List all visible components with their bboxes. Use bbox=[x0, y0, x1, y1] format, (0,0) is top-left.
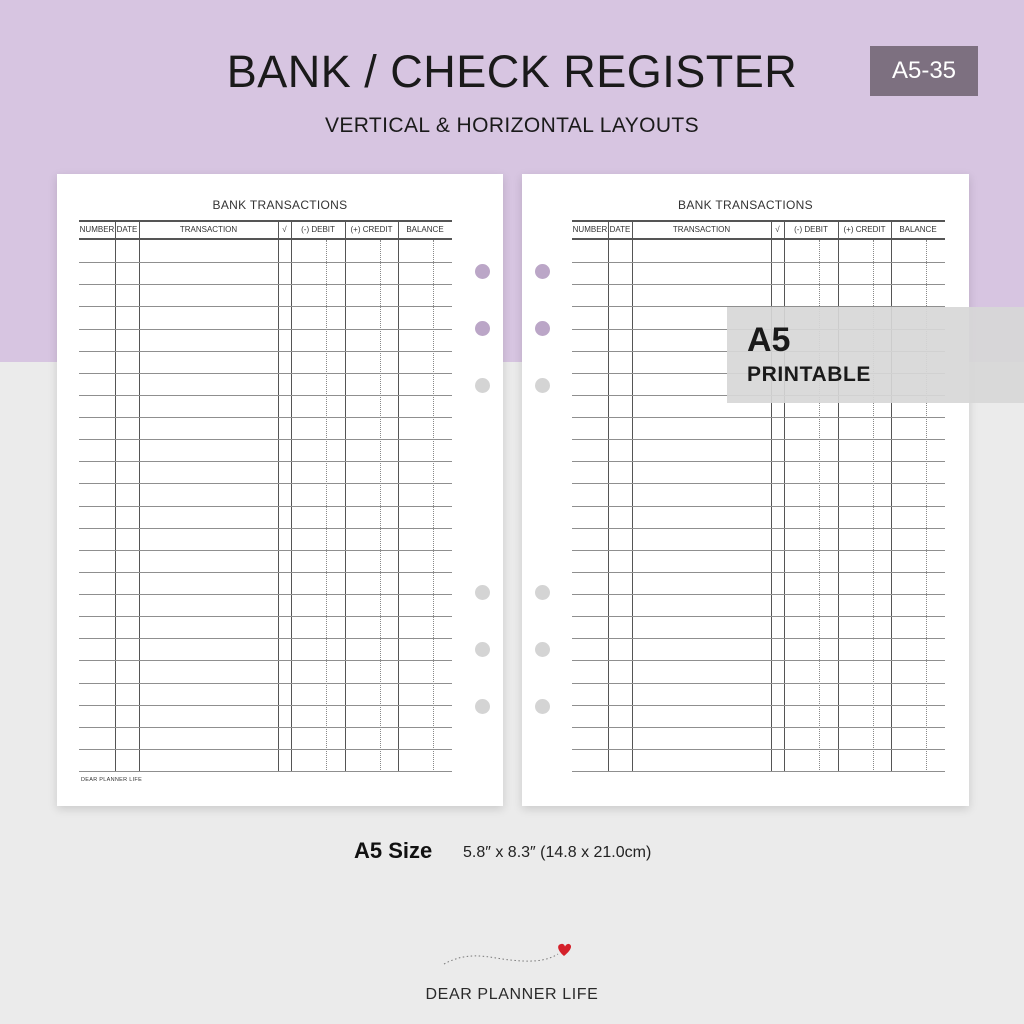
printable-size: A5 bbox=[747, 321, 791, 359]
register-table bbox=[572, 220, 945, 772]
table-row-rule bbox=[79, 749, 452, 750]
table-top-rule bbox=[572, 220, 945, 222]
product-code-badge: A5-35 bbox=[870, 46, 978, 96]
table-row-rule bbox=[572, 506, 945, 507]
column-divider bbox=[115, 220, 116, 772]
table-header-rule bbox=[79, 238, 452, 240]
table-row-rule bbox=[572, 727, 945, 728]
sheet-footer-brand: DEAR PLANNER LIFE bbox=[81, 777, 143, 783]
table-row-rule bbox=[572, 572, 945, 573]
column-divider bbox=[278, 220, 279, 772]
table-row-rule bbox=[79, 528, 452, 529]
binder-hole bbox=[475, 264, 490, 279]
column-divider bbox=[608, 220, 609, 772]
binder-hole bbox=[535, 264, 550, 279]
table-row-rule bbox=[572, 660, 945, 661]
planner-sheet-left bbox=[57, 174, 503, 806]
table-row-rule bbox=[572, 262, 945, 263]
cents-divider bbox=[380, 240, 381, 770]
sheet-heading: BANK TRANSACTIONS bbox=[678, 198, 813, 212]
binder-hole bbox=[475, 378, 490, 393]
table-bottom-rule bbox=[572, 771, 945, 772]
column-header-credit: (+) CREDIT bbox=[843, 225, 886, 234]
brand-name: DEAR PLANNER LIFE bbox=[425, 986, 599, 1003]
binder-hole bbox=[475, 321, 490, 336]
sheet-heading: BANK TRANSACTIONS bbox=[212, 198, 348, 212]
table-row-rule bbox=[79, 351, 452, 352]
table-row-rule bbox=[79, 417, 452, 418]
table-row-rule bbox=[79, 395, 452, 396]
column-header-credit: (+) CREDIT bbox=[350, 225, 393, 234]
table-row-rule bbox=[572, 550, 945, 551]
table-row-rule bbox=[79, 705, 452, 706]
binder-hole bbox=[475, 642, 490, 657]
register-table bbox=[79, 220, 452, 772]
column-divider bbox=[345, 220, 346, 772]
column-header-balance: BALANCE bbox=[899, 225, 937, 234]
binder-hole bbox=[475, 585, 490, 600]
table-row-rule bbox=[572, 705, 945, 706]
table-row-rule bbox=[79, 660, 452, 661]
binder-hole bbox=[535, 585, 550, 600]
column-header-balance: BALANCE bbox=[406, 225, 444, 234]
table-row-rule bbox=[79, 616, 452, 617]
table-row-rule bbox=[572, 683, 945, 684]
table-row-rule bbox=[79, 506, 452, 507]
table-row-rule bbox=[79, 550, 452, 551]
table-row-rule bbox=[79, 306, 452, 307]
column-header-date: DATE bbox=[609, 225, 631, 234]
column-header-transaction: TRANSACTION bbox=[179, 225, 238, 234]
page-title: BANK / CHECK REGISTER bbox=[226, 46, 798, 97]
column-divider bbox=[291, 220, 292, 772]
column-header-debit: (-) DEBIT bbox=[794, 225, 828, 234]
printable-label: PRINTABLE bbox=[747, 363, 872, 386]
table-row-rule bbox=[572, 616, 945, 617]
column-header-check: √ bbox=[775, 225, 780, 234]
table-top-rule bbox=[79, 220, 452, 222]
cents-divider bbox=[326, 240, 327, 770]
table-row-rule bbox=[572, 417, 945, 418]
table-header-rule bbox=[572, 238, 945, 240]
brand-heart-icon bbox=[440, 940, 580, 972]
planner-sheet-right bbox=[522, 174, 969, 806]
column-header-transaction: TRANSACTION bbox=[672, 225, 731, 234]
table-row-rule bbox=[572, 528, 945, 529]
binder-hole bbox=[475, 699, 490, 714]
binder-hole bbox=[535, 642, 550, 657]
table-row-rule bbox=[79, 461, 452, 462]
table-row-rule bbox=[79, 439, 452, 440]
binder-hole bbox=[535, 378, 550, 393]
size-dimensions: 5.8″ x 8.3″ (14.8 x 21.0cm) bbox=[463, 844, 652, 861]
table-row-rule bbox=[79, 594, 452, 595]
column-header-number: NUMBER bbox=[572, 225, 608, 234]
table-row-rule bbox=[572, 483, 945, 484]
size-label: A5 Size bbox=[354, 838, 433, 863]
table-row-rule bbox=[79, 284, 452, 285]
table-row-rule bbox=[572, 284, 945, 285]
table-row-rule bbox=[79, 572, 452, 573]
column-divider bbox=[139, 220, 140, 772]
table-bottom-rule bbox=[79, 771, 452, 772]
table-row-rule bbox=[572, 461, 945, 462]
column-divider bbox=[398, 220, 399, 772]
table-row-rule bbox=[79, 262, 452, 263]
table-row-rule bbox=[79, 638, 452, 639]
table-row-rule bbox=[572, 638, 945, 639]
column-divider bbox=[784, 220, 785, 772]
column-header-check: √ bbox=[282, 225, 287, 234]
table-row-rule bbox=[572, 439, 945, 440]
table-row-rule bbox=[572, 594, 945, 595]
table-row-rule bbox=[572, 749, 945, 750]
column-divider bbox=[891, 220, 892, 772]
table-row-rule bbox=[79, 329, 452, 330]
column-divider bbox=[838, 220, 839, 772]
column-divider bbox=[632, 220, 633, 772]
table-row-rule bbox=[79, 373, 452, 374]
table-row-rule bbox=[79, 483, 452, 484]
column-header-number: NUMBER bbox=[79, 225, 115, 234]
printable-badge bbox=[727, 307, 1024, 403]
cents-divider bbox=[433, 240, 434, 770]
binder-hole bbox=[535, 699, 550, 714]
column-divider bbox=[771, 220, 772, 772]
page-subtitle: VERTICAL & HORIZONTAL LAYOUTS bbox=[324, 114, 700, 137]
column-header-date: DATE bbox=[116, 225, 138, 234]
table-row-rule bbox=[79, 683, 452, 684]
binder-hole bbox=[535, 321, 550, 336]
table-row-rule bbox=[79, 727, 452, 728]
column-header-debit: (-) DEBIT bbox=[301, 225, 335, 234]
